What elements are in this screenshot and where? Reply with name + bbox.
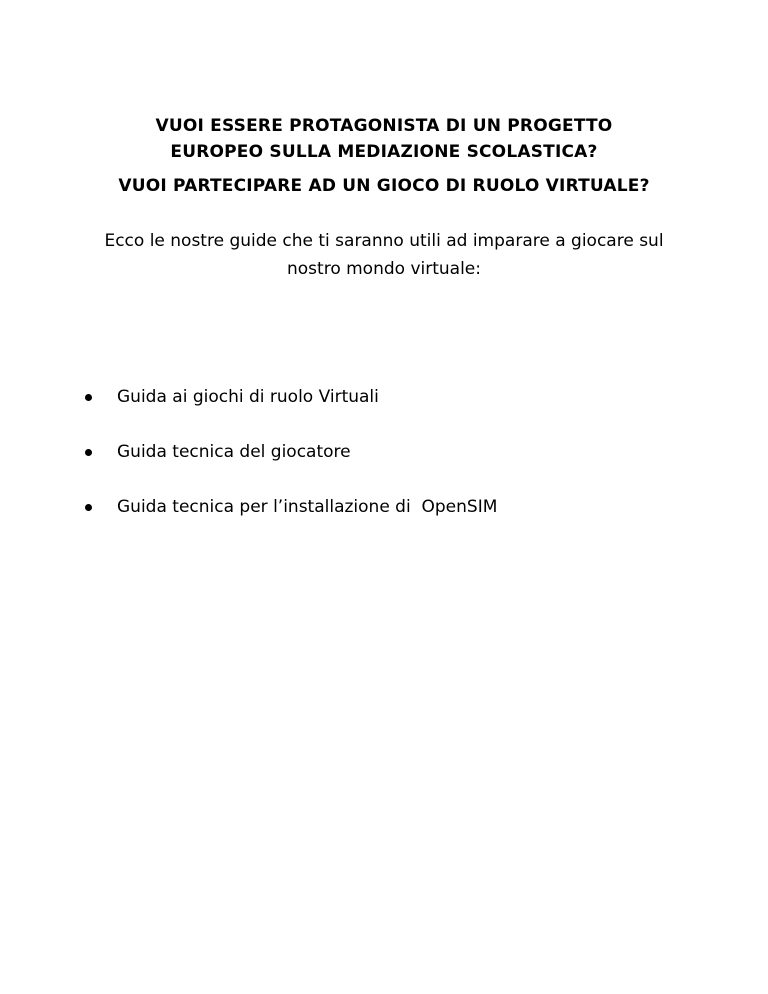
guide-link-roleplay[interactable]: Guida ai giochi di ruolo Virtuali [117, 387, 379, 407]
heading-line-1: VUOI ESSERE PROTAGONISTA DI UN PROGETTO [155, 116, 613, 136]
intro-paragraph [70, 227, 698, 283]
list-item [85, 493, 497, 521]
intro-line-2: nostro mondo virtuale: [287, 259, 481, 279]
guide-link-player-technical[interactable]: Guida tecnica del giocatore [117, 442, 351, 462]
bullet-icon [85, 504, 92, 511]
intro-line-1: Ecco le nostre guide che ti saranno utili ad imparare a giocare sul [104, 231, 664, 251]
bullet-icon [85, 449, 92, 456]
main-heading [0, 113, 768, 165]
heading-question-2: VUOI PARTECIPARE AD UN GIOCO DI RUOLO VIRTUALE? [118, 176, 650, 196]
heading-line-2: EUROPEO SULLA MEDIAZIONE SCOLASTICA? [170, 142, 598, 162]
secondary-heading [0, 168, 768, 199]
guide-list [85, 383, 497, 548]
list-item [85, 383, 497, 411]
bullet-icon [85, 394, 92, 401]
list-item [85, 438, 497, 466]
guide-link-opensim-install[interactable]: Guida tecnica per l’installazione di OpenSIM [117, 497, 498, 517]
